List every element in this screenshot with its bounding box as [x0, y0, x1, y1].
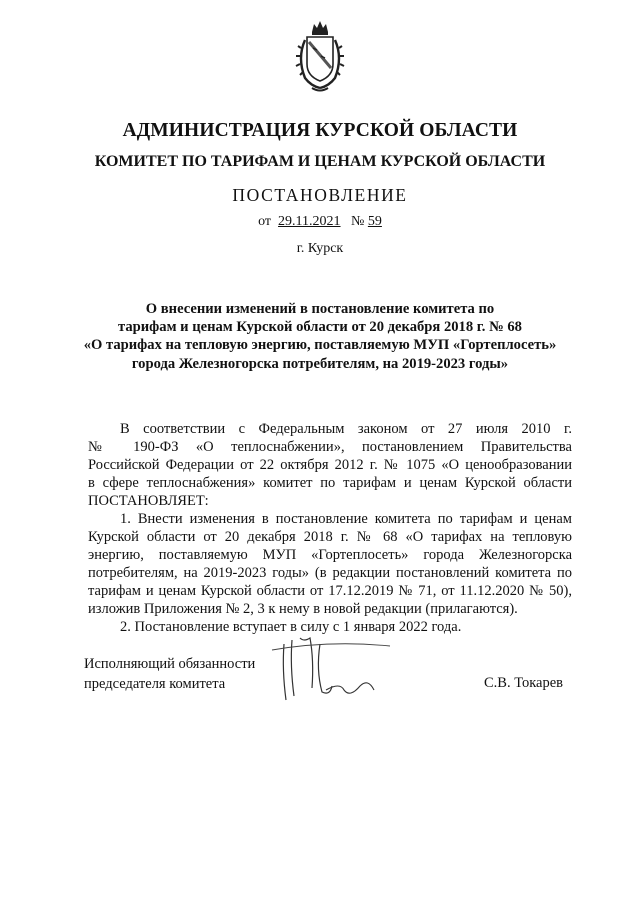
title-line: тарифам и ценам Курской области от 20 декабря 2018 г. № 68: [118, 319, 522, 336]
document-type: ПОСТАНОВЛЕНИЕ: [232, 185, 408, 205]
handwritten-signature-icon: [270, 630, 410, 710]
document-date: 29.11.2021: [278, 214, 341, 229]
body-line: изложив Приложения № 2, 3 к нему в новой редакции (прилагаются).: [88, 601, 518, 617]
signer-position-line: председателя комитета: [84, 676, 226, 692]
body-line: 1. Внести изменения в постановление комитета по тарифам и ценам: [120, 511, 572, 527]
signer-position: [84, 654, 255, 694]
body-line: ПОСТАНОВЛЯЕТ:: [88, 493, 209, 509]
signer-position-line: Исполняющий обязанности: [84, 656, 256, 672]
document-title: [0, 300, 640, 373]
coat-of-arms-icon: [295, 18, 345, 98]
body-line: Российской Федерации от 22 октября 2012 г. № 1075 «О ценообразовании: [88, 457, 572, 473]
body-line: потребителям, на 2019-2023 годы» (в редакции постановлений комитета по: [88, 565, 572, 581]
city: г. Курск: [296, 241, 344, 256]
agency-title: АДМИНИСТРАЦИЯ КУРСКОЙ ОБЛАСТИ: [122, 120, 518, 141]
body-line: Курской области от 20 декабря 2018 г. № 68 «О тарифах на тепловую: [88, 529, 572, 545]
body-line: 2. Постановление вступает в силу с 1 января 2022 года.: [120, 619, 462, 635]
title-line: города Железногорска потребителям, на 2019-2023 годы»: [131, 355, 509, 372]
body-line: тарифам и ценам Курской области от 17.12.2019 № 71, от 11.12.2020 № 50),: [88, 583, 572, 599]
body-line: энергию, поставляемую МУП «Гортеплосеть» города Железногорска: [88, 547, 572, 563]
signer-name: С.В. Токарев: [484, 675, 564, 691]
body-line: в сфере теплоснабжения» комитет по тарифам и ценам Курской области: [88, 475, 572, 491]
date-number-line: [0, 214, 640, 230]
title-line: О внесении изменений в постановление комитета по: [145, 301, 495, 317]
title-line: «О тарифах на тепловую энергию, поставляемую МУП «Гортеплосеть»: [83, 337, 557, 354]
document-number: 59: [367, 214, 382, 229]
number-prefix: №: [351, 214, 365, 229]
date-prefix: от: [258, 214, 272, 229]
body-line: В соответствии с Федеральным законом от 27 июля 2010 г.: [120, 421, 572, 437]
body-line: № 190-ФЗ «О теплоснабжении», постановлением Правительства: [88, 439, 572, 455]
committee-title: КОМИТЕТ ПО ТАРИФАМ И ЦЕНАМ КУРСКОЙ ОБЛАСТИ: [94, 153, 546, 170]
